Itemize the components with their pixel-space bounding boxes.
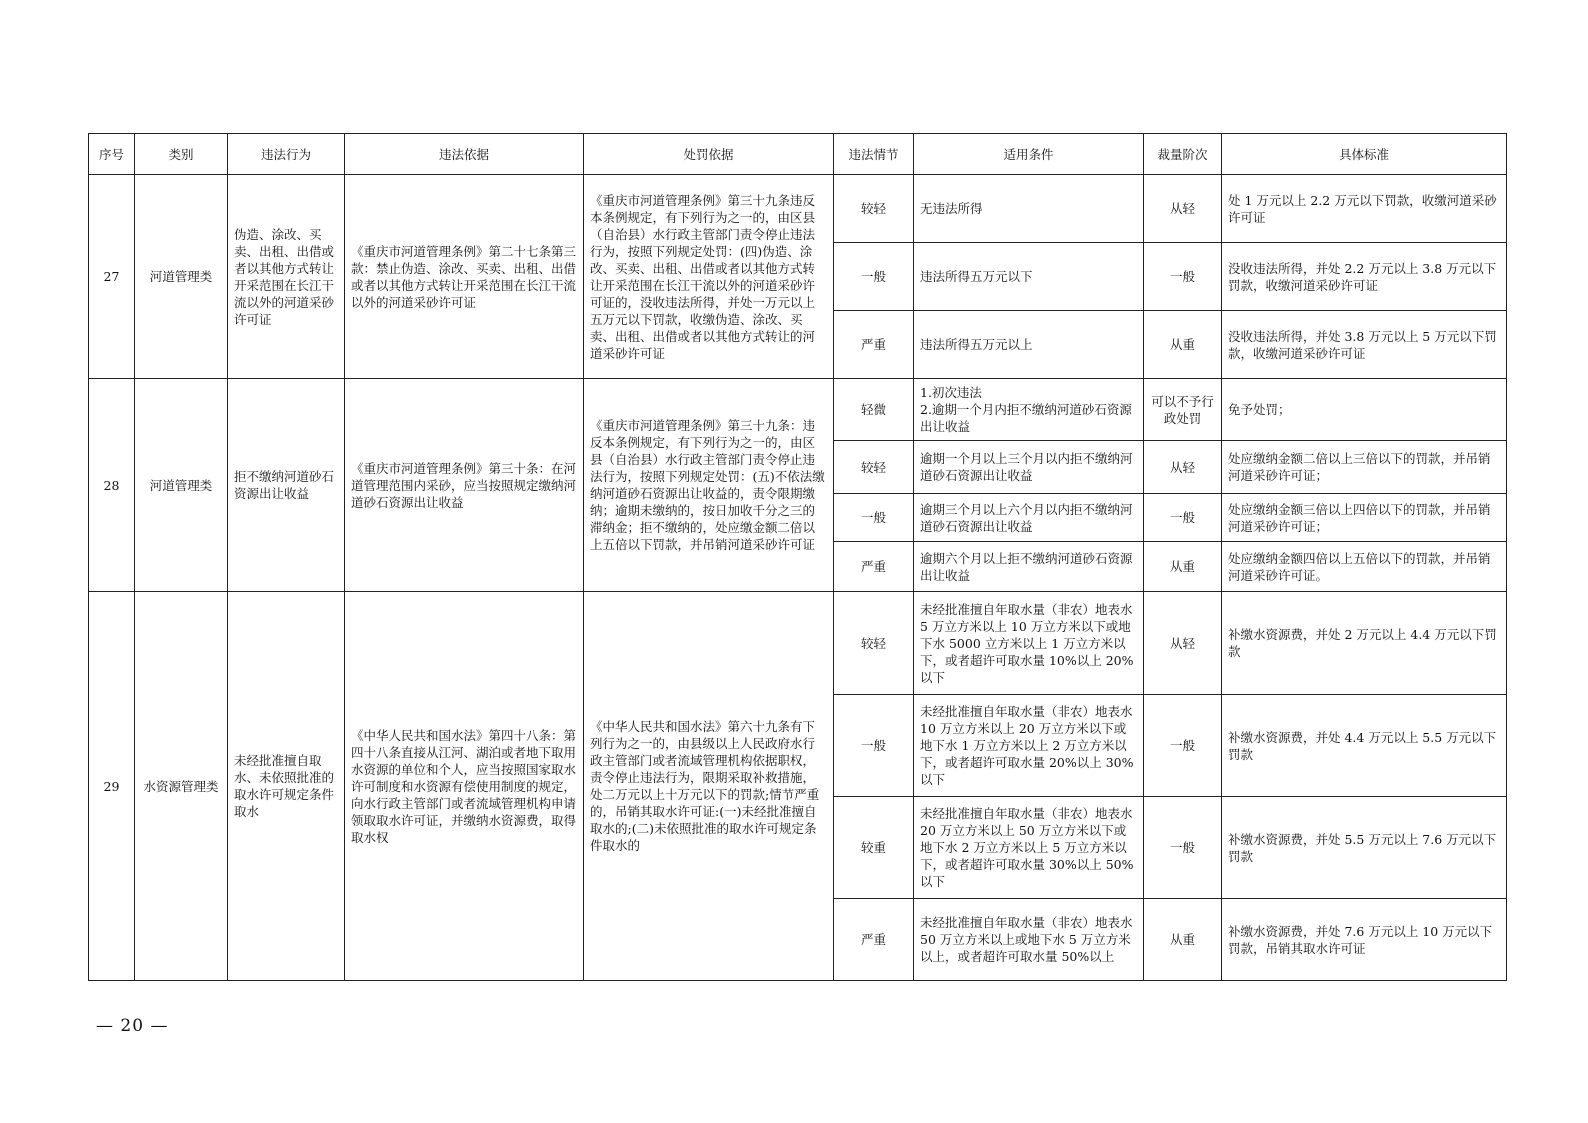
header-standard: 具体标准 <box>1222 134 1507 175</box>
condition-cell: 未经批准擅自年取水量（非农）地表水 20 万立方米以上 50 万立方米以下或地下水 2 万立方米以上 5 万立方米以下，或者超许可取水量 30%以上 50%以下 <box>914 797 1144 899</box>
violation-cell: 拒不缴纳河道砂石资源出让收益 <box>228 379 345 592</box>
serial-cell: 27 <box>89 175 135 379</box>
serial-cell: 29 <box>89 592 135 981</box>
stage-cell: 一般 <box>1144 494 1222 542</box>
condition-cell: 违法所得五万元以下 <box>914 243 1144 311</box>
legal-basis-cell: 《重庆市河道管理条例》第三十条：在河道管理范围内采砂，应当按照规定缴纳河道砂石资源出让收益 <box>345 379 584 592</box>
discretion-standards-table <box>88 133 1507 981</box>
circumstance-cell: 严重 <box>834 311 914 379</box>
standard-cell: 处应缴纳金额四倍以上五倍以下的罚款，并吊销河道采砂许可证。 <box>1222 542 1507 592</box>
violation-cell: 伪造、涂改、买卖、出租、出借或者以其他方式转让开采范围在长江干流以外的河道采砂许可证 <box>228 175 345 379</box>
circumstance-cell: 一般 <box>834 695 914 797</box>
stage-cell: 从轻 <box>1144 592 1222 695</box>
standard-cell: 处应缴纳金额三倍以上四倍以下的罚款，并吊销河道采砂许可证； <box>1222 494 1507 542</box>
circumstance-cell: 较重 <box>834 797 914 899</box>
standard-cell: 补缴水资源费，并处 5.5 万元以上 7.6 万元以下罚款 <box>1222 797 1507 899</box>
header-circumstance: 违法情节 <box>834 134 914 175</box>
category-cell: 河道管理类 <box>135 175 228 379</box>
stage-cell: 从重 <box>1144 899 1222 981</box>
circumstance-cell: 较轻 <box>834 592 914 695</box>
standard-cell: 处应缴纳金额二倍以上三倍以下的罚款，并吊销河道采砂许可证； <box>1222 441 1507 494</box>
standard-cell: 处 1 万元以上 2.2 万元以下罚款，收缴河道采砂许可证 <box>1222 175 1507 243</box>
penalty-basis-cell: 《重庆市河道管理条例》第三十九条违反本条例规定，有下列行为之一的，由区县（自治县）水行政主管部门责令停止违法行为，按照下列规定处罚：(四)伪造、涂改、买卖、出租、出借或者以其他方式转让开采范围在长江干流以外的河道采砂许可证的，没收违法所得，并处一万元以上五万元以下罚款，收缴伪造、涂改、买卖、出租、出借或者以其他方式转让的河道采砂许可证 <box>584 175 834 379</box>
standard-cell: 没收违法所得，并处 3.8 万元以上 5 万元以下罚款，收缴河道采砂许可证 <box>1222 311 1507 379</box>
condition-cell: 未经批准擅自年取水量（非农）地表水 10 万立方米以上 20 万立方米以下或地下水 1 万立方米以上 2 万立方米以下，或者超许可取水量 20%以上 30%以下 <box>914 695 1144 797</box>
table-header-row <box>89 134 1507 175</box>
header-violation: 违法行为 <box>228 134 345 175</box>
violation-cell: 未经批准擅自取水、未依照批准的取水许可规定条件取水 <box>228 592 345 981</box>
serial-cell: 28 <box>89 379 135 592</box>
condition-cell: 违法所得五万元以上 <box>914 311 1144 379</box>
circumstance-cell: 严重 <box>834 899 914 981</box>
stage-cell: 一般 <box>1144 695 1222 797</box>
stage-cell: 从轻 <box>1144 175 1222 243</box>
condition-cell: 1.初次违法 2.逾期一个月内拒不缴纳河道砂石资源出让收益 <box>914 379 1144 441</box>
stage-cell: 从重 <box>1144 542 1222 592</box>
stage-cell: 从重 <box>1144 311 1222 379</box>
stage-cell: 可以不予行政处罚 <box>1144 379 1222 441</box>
header-legal-basis: 违法依据 <box>345 134 584 175</box>
header-penalty-basis: 处罚依据 <box>584 134 834 175</box>
category-cell: 河道管理类 <box>135 379 228 592</box>
condition-cell: 无违法所得 <box>914 175 1144 243</box>
standard-cell: 补缴水资源费，并处 2 万元以上 4.4 万元以下罚款 <box>1222 592 1507 695</box>
category-cell: 水资源管理类 <box>135 592 228 981</box>
circumstance-cell: 一般 <box>834 494 914 542</box>
table-row <box>89 175 1507 243</box>
stage-cell: 一般 <box>1144 243 1222 311</box>
circumstance-cell: 轻微 <box>834 379 914 441</box>
table-row <box>89 379 1507 441</box>
penalty-basis-cell: 《中华人民共和国水法》第六十九条有下列行为之一的，由县级以上人民政府水行政主管部门或者流域管理机构依据职权，责令停止违法行为，限期采取补救措施，处二万元以上十万元以下的罚款;情节严重的，吊销其取水许可证:(一)未经批准擅自取水的;(二)未依照批准的取水许可规定条件取水的 <box>584 592 834 981</box>
table-body <box>89 175 1507 981</box>
condition-cell: 逾期三个月以上六个月以内拒不缴纳河道砂石资源出让收益 <box>914 494 1144 542</box>
table-row <box>89 592 1507 695</box>
legal-basis-cell: 《重庆市河道管理条例》第二十七条第三款：禁止伪造、涂改、买卖、出租、出借或者以其他方式转让开采范围在长江干流以外的河道采砂许可证 <box>345 175 584 379</box>
standard-cell: 补缴水资源费，并处 7.6 万元以上 10 万元以下罚款，吊销其取水许可证 <box>1222 899 1507 981</box>
circumstance-cell: 较轻 <box>834 441 914 494</box>
standard-cell: 补缴水资源费，并处 4.4 万元以上 5.5 万元以下罚款 <box>1222 695 1507 797</box>
condition-cell: 逾期一个月以上三个月以内拒不缴纳河道砂石资源出让收益 <box>914 441 1144 494</box>
page-number: — 20 — <box>96 1016 169 1036</box>
legal-basis-cell: 《中华人民共和国水法》第四十八条：第四十八条直接从江河、湖泊或者地下取用水资源的单位和个人，应当按照国家取水许可制度和水资源有偿使用制度的规定，向水行政主管部门或者流域管理机构申请领取取水许可证，并缴纳水资源费，取得取水权 <box>345 592 584 981</box>
condition-cell: 未经批准擅自年取水量（非农）地表水 50 万立方米以上或地下水 5 万立方米以上，或者超许可取水量 50%以上 <box>914 899 1144 981</box>
standard-cell: 免予处罚； <box>1222 379 1507 441</box>
condition-cell: 逾期六个月以上拒不缴纳河道砂石资源出让收益 <box>914 542 1144 592</box>
circumstance-cell: 较轻 <box>834 175 914 243</box>
circumstance-cell: 一般 <box>834 243 914 311</box>
header-serial: 序号 <box>89 134 135 175</box>
stage-cell: 一般 <box>1144 797 1222 899</box>
penalty-basis-cell: 《重庆市河道管理条例》第三十九条：违反本条例规定，有下列行为之一的，由区县（自治县）水行政主管部门责令停止违法行为，按照下列规定处罚：(五)不依法缴纳河道砂石资源出让收益的，责令限期缴纳；逾期未缴纳的，按日加收千分之三的滞纳金；拒不缴纳的，处应缴金额二倍以上五倍以下罚款，并吊销河道采砂许可证 <box>584 379 834 592</box>
stage-cell: 从轻 <box>1144 441 1222 494</box>
condition-cell: 未经批准擅自年取水量（非农）地表水 5 万立方米以上 10 万立方米以下或地下水 5000 立方米以上 1 万立方米以下，或者超许可取水量 10%以上 20%以下 <box>914 592 1144 695</box>
header-condition: 适用条件 <box>914 134 1144 175</box>
standard-cell: 没收违法所得，并处 2.2 万元以上 3.8 万元以下罚款，收缴河道采砂许可证 <box>1222 243 1507 311</box>
header-category: 类别 <box>135 134 228 175</box>
circumstance-cell: 严重 <box>834 542 914 592</box>
header-stage: 裁量阶次 <box>1144 134 1222 175</box>
